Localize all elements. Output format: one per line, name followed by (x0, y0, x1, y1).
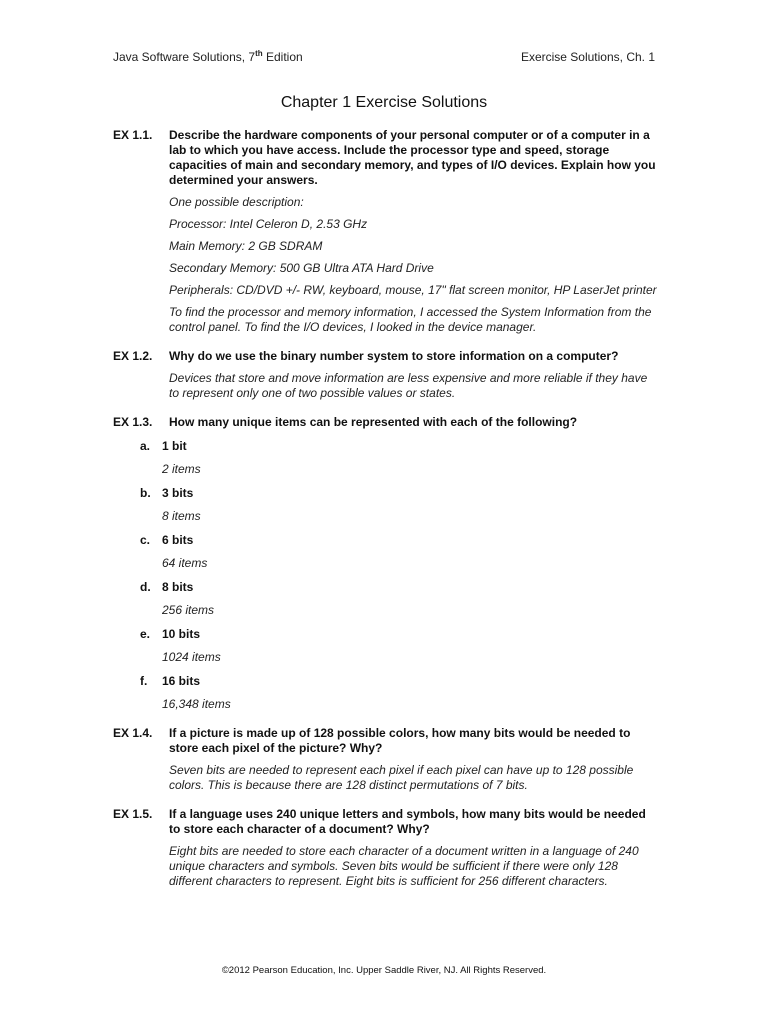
exercise-number: EX 1.1. (113, 128, 153, 142)
exercise-question: Describe the hardware components of your personal computer or of a computer in a lab to which you have access. Include the processor type and speed, storage capacities of main and secondary memory, and types of I/O devices. Explain how you determined your answers. (169, 128, 656, 187)
header-book-title (113, 50, 303, 64)
exercise-1-2 (113, 349, 658, 401)
header-book-title-text: Java Software Solutions, 7 (113, 50, 256, 64)
sub-item-answer: 64 items (162, 556, 208, 570)
sub-item-label: 8 bits (162, 580, 194, 594)
sub-item-answer: 2 items (162, 462, 201, 476)
exercise-1-3 (113, 415, 658, 712)
sub-item-letter: d. (140, 580, 151, 594)
sub-item-answer: 256 items (162, 603, 215, 617)
answer-paragraph: To find the processor and memory information, I accessed the System Information from the control panel. To find the I/O devices, I looked in the device manager. (169, 305, 652, 334)
answer-paragraph: Peripherals: CD/DVD +/- RW, keyboard, mouse, 17" flat screen monitor, HP LaserJet printer (169, 283, 657, 297)
answer-paragraph: Processor: Intel Celeron D, 2.53 GHz (169, 217, 368, 231)
exercise-1-5 (113, 807, 658, 889)
sub-item (113, 439, 658, 477)
answer-paragraph: Main Memory: 2 GB SDRAM (169, 239, 323, 253)
exercise-question: How many unique items can be represented with each of the following? (169, 415, 578, 429)
header-edition-word: Edition (262, 50, 303, 64)
sub-item (113, 580, 658, 618)
sub-item-label: 3 bits (162, 486, 194, 500)
sub-item-answer: 16,348 items (162, 697, 231, 711)
sub-item-letter: f. (140, 674, 148, 688)
sub-item-answer: 1024 items (162, 650, 221, 664)
exercise-question: If a picture is made up of 128 possible colors, how many bits would be needed to store each pixel of the picture? Why? (169, 726, 631, 755)
sub-item-label: 10 bits (162, 627, 201, 641)
answer-paragraph: Eight bits are needed to store each character of a document written in a language of 240 unique characters and symbols. Seven bits would be sufficient if there were only 128 different characters to represent. Eight bits is sufficient for 256 different characters. (169, 844, 639, 888)
exercise-number: EX 1.4. (113, 726, 153, 740)
exercise-number: EX 1.3. (113, 415, 153, 429)
sub-item-label: 6 bits (162, 533, 194, 547)
sub-item-label: 1 bit (162, 439, 187, 453)
exercise-number: EX 1.5. (113, 807, 153, 821)
sub-item (113, 627, 658, 665)
exercise-1-1 (113, 128, 658, 335)
answer-paragraph: Devices that store and move information are less expensive and more reliable if they have to represent only one of two possible values or states. (169, 371, 648, 400)
answer-paragraph: Secondary Memory: 500 GB Ultra ATA Hard Drive (169, 261, 434, 275)
sub-item-answer: 8 items (162, 509, 201, 523)
sub-item (113, 533, 658, 571)
exercise-question: Why do we use the binary number system to store information on a computer? (169, 349, 619, 363)
header-section: Exercise Solutions, Ch. 1 (520, 50, 655, 64)
sub-item-label: 16 bits (162, 674, 201, 688)
answer-paragraph: Seven bits are needed to represent each pixel if each pixel can have up to 128 possible colors. This is because there are 128 distinct permutations of 7 bits. (169, 763, 634, 792)
exercise-question: If a language uses 240 unique letters and symbols, how many bits would be needed to store each character of a document? Why? (169, 807, 646, 836)
sub-item-letter: a. (140, 439, 151, 453)
sub-item-letter: b. (140, 486, 151, 500)
chapter-title: Chapter 1 Exercise Solutions (280, 94, 488, 111)
exercise-header (113, 415, 658, 430)
sub-item-letter: e. (140, 627, 151, 641)
sub-item-letter: c. (140, 533, 151, 547)
copyright-footer: ©2012 Pearson Education, Inc. Upper Saddle River, NJ. All Rights Reserved. (221, 965, 547, 976)
header-edition-superscript: th (255, 49, 263, 58)
exercise-1-4 (113, 726, 658, 793)
exercise-number: EX 1.2. (113, 349, 153, 363)
answer-paragraph: One possible description: (169, 195, 304, 209)
sub-item (113, 486, 658, 524)
sub-item (113, 674, 658, 712)
exercise-list (113, 128, 658, 898)
